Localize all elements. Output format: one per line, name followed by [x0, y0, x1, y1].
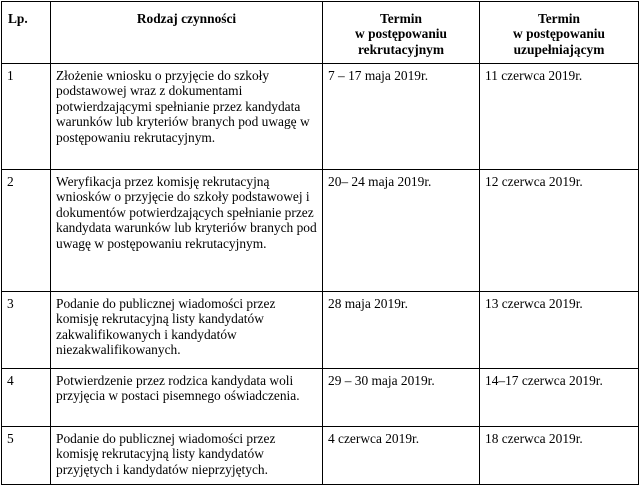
row-number: 5: [2, 427, 51, 485]
row-term-recruitment: 7 – 17 maja 2019r.: [323, 64, 480, 170]
recruitment-schedule-table: [1, 1, 639, 485]
row-number: 2: [2, 170, 51, 292]
header-term-supplementary-line: uzupełniającym: [513, 41, 605, 57]
row-activity: Podanie do publicznej wiadomości przez komisję rekrutacyjną listy kandydatów przyjętych i kandydatów nieprzyjętych.: [51, 427, 323, 485]
header-term-supplementary: [480, 2, 639, 64]
row-activity: Weryfikacja przez komisję rekrutacyjną wniosków o przyjęcie do szkoły podstawowej i dokumentów potwierdzających spełnianie przez kandydata warunków lub kryteriów branych pod uwagę w postępowaniu rekrutacyjnym.: [51, 170, 323, 292]
row-number: 3: [2, 292, 51, 369]
table-row: [2, 64, 639, 170]
row-number: 4: [2, 369, 51, 427]
row-term-supplementary: 18 czerwca 2019r.: [480, 427, 639, 485]
header-term-supplementary-line: w postępowaniu: [513, 26, 605, 42]
row-activity: Potwierdzenie przez rodzica kandydata woli przyjęcia w postaci pisemnego oświadczenia.: [51, 369, 323, 427]
row-term-recruitment: 20– 24 maja 2019r.: [323, 170, 480, 292]
row-term-recruitment: 4 czerwca 2019r.: [323, 427, 480, 485]
row-term-supplementary: 11 czerwca 2019r.: [480, 64, 639, 170]
table-header-row: [2, 2, 639, 64]
table-row: [2, 369, 639, 427]
header-activity: Rodzaj czynności: [51, 2, 323, 64]
row-term-recruitment: 28 maja 2019r.: [323, 292, 480, 369]
header-term-supplementary-line: Termin: [538, 11, 580, 26]
row-term-recruitment: 29 – 30 maja 2019r.: [323, 369, 480, 427]
row-term-supplementary: 14–17 czerwca 2019r.: [480, 369, 639, 427]
header-term-recruitment-line: w postępowaniu: [355, 26, 447, 42]
row-activity: Podanie do publicznej wiadomości przez komisję rekrutacyjną listy kandydatów zakwalifikowanych i kandydatów niezakwalifikowanych.: [51, 292, 323, 369]
header-term-recruitment-line: rekrutacyjnym: [357, 41, 445, 57]
header-lp: Lp.: [2, 2, 51, 64]
row-number: 1: [2, 64, 51, 170]
table-row: [2, 292, 639, 369]
header-term-recruitment: [323, 2, 480, 64]
table-row: [2, 170, 639, 292]
row-activity: Złożenie wniosku o przyjęcie do szkoły podstawowej wraz z dokumentami potwierdzającymi spełnianie przez kandydata warunków lub kryteriów branych pod uwagę w postępowaniu rekrutacyjnym.: [51, 64, 323, 170]
table-row: [2, 427, 639, 485]
row-term-supplementary: 13 czerwca 2019r.: [480, 292, 639, 369]
header-term-recruitment-line: Termin: [380, 11, 422, 26]
row-term-supplementary: 12 czerwca 2019r.: [480, 170, 639, 292]
